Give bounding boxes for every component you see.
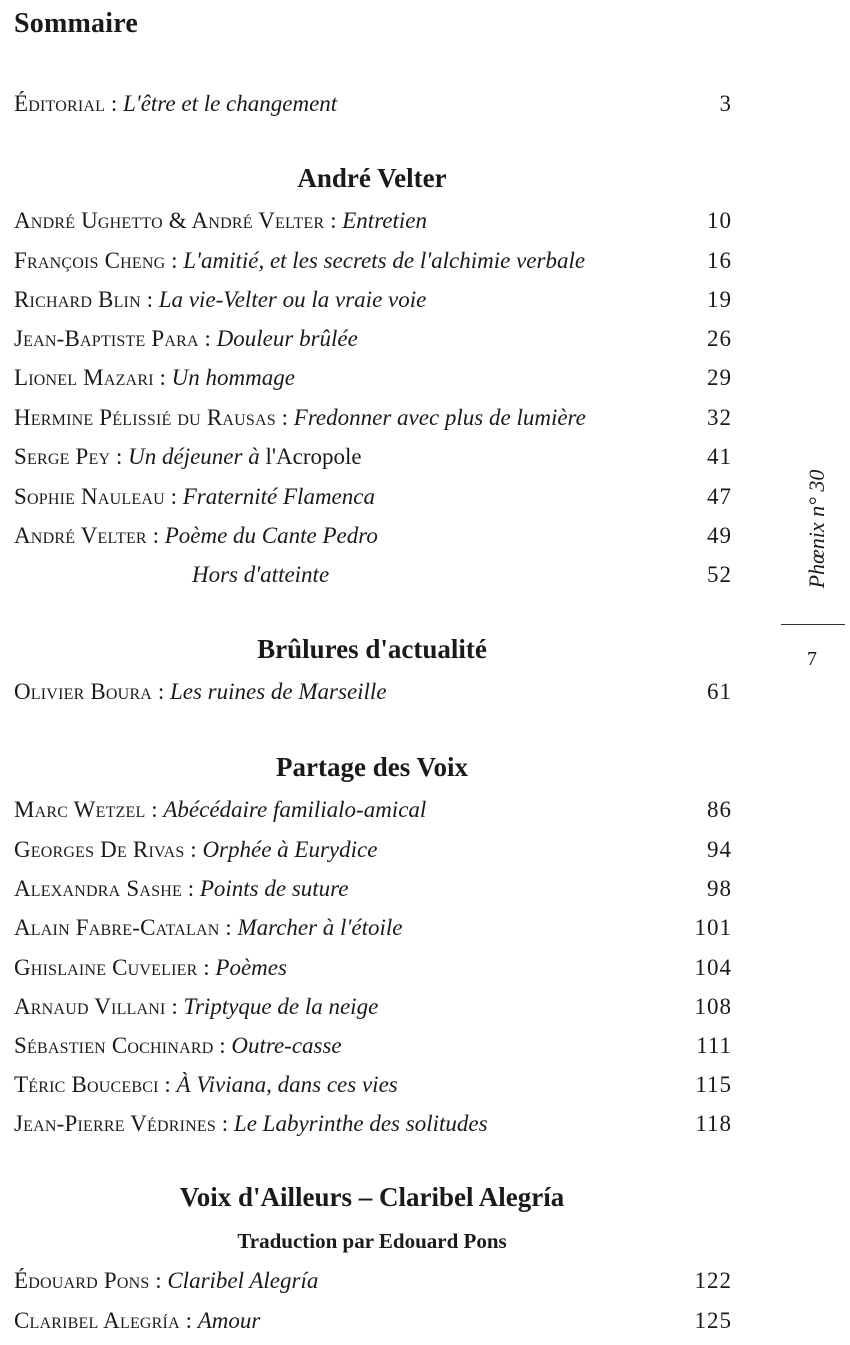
section-heading: André Velter bbox=[297, 163, 447, 193]
toc-page-number: 101 bbox=[694, 915, 732, 940]
toc-author: Éditorial bbox=[14, 91, 106, 116]
colon-separator: : bbox=[105, 91, 123, 116]
toc-page-number: 86 bbox=[707, 797, 732, 822]
colon-separator: : bbox=[181, 876, 200, 901]
toc-author: Alexandra Sashe bbox=[14, 876, 182, 901]
colon-separator: : bbox=[145, 797, 164, 822]
toc-page-number: 118 bbox=[695, 1111, 732, 1136]
toc-title: L'amitié, et les secrets de l'alchimie verbale bbox=[183, 248, 586, 273]
toc-author: Jean-Pierre Védrines bbox=[14, 1111, 217, 1136]
page-title: Sommaire bbox=[14, 8, 138, 39]
colon-separator: : bbox=[153, 365, 172, 390]
toc-page-number: 26 bbox=[707, 326, 732, 351]
toc-author: Alain Fabre-Catalan bbox=[14, 915, 220, 940]
journal-label: Phœnix n° 30 bbox=[804, 469, 829, 589]
toc-entry bbox=[14, 873, 732, 905]
toc-title: Entretien bbox=[342, 208, 427, 233]
toc-author: Georges De Rivas bbox=[14, 837, 185, 862]
toc-page-number: 111 bbox=[696, 1033, 732, 1058]
section-heading: Voix d'Ailleurs – Claribel Alegría bbox=[179, 1182, 565, 1212]
colon-separator: : bbox=[152, 679, 170, 704]
toc-title: À Viviana, dans ces vies bbox=[176, 1072, 398, 1097]
toc-entry-editorial bbox=[14, 88, 732, 120]
toc-entry bbox=[14, 402, 732, 434]
toc-page-number: 98 bbox=[707, 876, 732, 901]
toc-entry bbox=[14, 441, 732, 473]
toc-title-roman: l'Acropole bbox=[265, 444, 362, 469]
toc-title: Marcher à l'étoile bbox=[237, 915, 403, 940]
toc-entry bbox=[14, 834, 732, 866]
toc-title: Poème du Cante Pedro bbox=[164, 523, 378, 548]
toc-author: Ghislaine Cuvelier bbox=[14, 955, 198, 980]
toc-page-number: 16 bbox=[707, 248, 732, 273]
toc-entry bbox=[14, 952, 732, 984]
toc-page-number: 52 bbox=[707, 562, 732, 587]
toc-author: Jean-Baptiste Para bbox=[14, 326, 199, 351]
toc-author: Marc Wetzel bbox=[14, 797, 146, 822]
toc-author: Lionel Mazari bbox=[14, 365, 154, 390]
colon-separator: : bbox=[197, 955, 216, 980]
section-heading: Brûlures d'actualité bbox=[257, 634, 487, 664]
toc-title: Amour bbox=[197, 1308, 261, 1333]
toc-entry bbox=[14, 1305, 732, 1337]
running-sidebar bbox=[783, 438, 843, 678]
toc-page-number: 61 bbox=[707, 679, 732, 704]
sidebar-divider bbox=[781, 624, 845, 625]
toc-entry bbox=[14, 1069, 732, 1101]
toc-page-number: 122 bbox=[694, 1268, 732, 1293]
toc-entry bbox=[14, 205, 732, 237]
toc-author: Téric Boucebci bbox=[14, 1072, 159, 1097]
toc-author: Richard Blin bbox=[14, 287, 141, 312]
colon-separator: : bbox=[158, 1072, 177, 1097]
toc-entry bbox=[14, 1265, 732, 1297]
toc-author: François Cheng bbox=[14, 248, 166, 273]
toc-page-number: 125 bbox=[694, 1308, 732, 1333]
colon-separator: : bbox=[213, 1033, 232, 1058]
colon-separator: : bbox=[184, 837, 203, 862]
toc-entry bbox=[14, 559, 732, 591]
toc-entry bbox=[14, 1030, 732, 1062]
toc-page-number: 47 bbox=[707, 484, 732, 509]
toc-title: Les ruines de Marseille bbox=[169, 679, 387, 704]
colon-separator: : bbox=[198, 326, 217, 351]
toc-entry bbox=[14, 481, 732, 513]
toc-title: Douleur brûlée bbox=[216, 326, 358, 351]
toc-entry bbox=[14, 991, 732, 1023]
toc-entry bbox=[14, 245, 732, 277]
colon-separator: : bbox=[179, 1308, 198, 1333]
toc-author: André Ughetto & André Velter bbox=[14, 208, 325, 233]
colon-separator: : bbox=[324, 208, 343, 233]
toc-author: Arnaud Villani bbox=[14, 994, 166, 1019]
toc-title: Fraternité Flamenca bbox=[182, 484, 375, 509]
toc-page-number: 94 bbox=[707, 837, 732, 862]
section-heading: Partage des Voix bbox=[276, 752, 468, 782]
colon-separator: : bbox=[146, 523, 165, 548]
toc-title: Poèmes bbox=[215, 955, 287, 980]
toc-title: L'être et le changement bbox=[123, 91, 338, 116]
toc-author: André Velter bbox=[14, 523, 147, 548]
toc-page-number: 108 bbox=[694, 994, 732, 1019]
toc-entry bbox=[14, 676, 732, 708]
folio-page-number: 7 bbox=[807, 648, 817, 670]
toc-title: Orphée à Eurydice bbox=[202, 837, 378, 862]
toc-page-number: 3 bbox=[719, 91, 732, 116]
toc-page-number: 41 bbox=[707, 444, 732, 469]
colon-separator: : bbox=[165, 994, 184, 1019]
toc-author: Sébastien Cochinard bbox=[14, 1033, 214, 1058]
toc-title: Un hommage bbox=[171, 365, 295, 390]
toc-author: Sophie Nauleau bbox=[14, 484, 165, 509]
toc-title: Fredonner avec plus de lumière bbox=[293, 405, 586, 430]
toc-entry bbox=[14, 323, 732, 355]
toc-entry bbox=[14, 520, 732, 552]
toc-entry bbox=[14, 912, 732, 944]
toc-title: La vie-Velter ou la vraie voie bbox=[158, 287, 427, 312]
toc-author: Édouard Pons bbox=[14, 1268, 150, 1293]
toc-page-number: 32 bbox=[707, 405, 732, 430]
toc-title: Le Labyrinthe des solitudes bbox=[233, 1111, 488, 1136]
toc-entry bbox=[14, 794, 732, 826]
section-subheading: Traduction par Edouard Pons bbox=[237, 1229, 507, 1253]
toc-author: Olivier Boura bbox=[14, 679, 153, 704]
colon-separator: : bbox=[164, 484, 183, 509]
toc-entry bbox=[14, 284, 732, 316]
toc-page-number: 115 bbox=[695, 1072, 732, 1097]
toc-title: Outre-casse bbox=[231, 1033, 342, 1058]
toc-title: Triptyque de la neige bbox=[183, 994, 379, 1019]
toc-page-number: 104 bbox=[694, 955, 732, 980]
toc-page-number: 19 bbox=[707, 287, 732, 312]
toc-author: Hermine Pélissié du Rausas bbox=[14, 405, 276, 430]
toc-title: Points de suture bbox=[199, 876, 349, 901]
colon-separator: : bbox=[140, 287, 159, 312]
toc-page-number: 49 bbox=[707, 523, 732, 548]
toc-author: Claribel Alegría bbox=[14, 1308, 180, 1333]
toc-page-number: 29 bbox=[707, 365, 732, 390]
toc-page-number: 10 bbox=[707, 208, 732, 233]
toc-title: Un déjeuner à bbox=[128, 444, 260, 469]
colon-separator: : bbox=[219, 915, 238, 940]
toc-title: Abécédaire familialo-amical bbox=[163, 797, 427, 822]
colon-separator: : bbox=[275, 405, 294, 430]
toc-title: Hors d'atteinte bbox=[192, 562, 330, 587]
colon-separator: : bbox=[216, 1111, 234, 1136]
toc-author: Serge Pey bbox=[14, 444, 111, 469]
toc-entry bbox=[14, 362, 732, 394]
colon-separator: : bbox=[165, 248, 184, 273]
colon-separator: : bbox=[110, 444, 129, 469]
toc-entry bbox=[14, 1108, 732, 1140]
colon-separator: : bbox=[149, 1268, 168, 1293]
toc-title: Claribel Alegría bbox=[167, 1268, 319, 1293]
